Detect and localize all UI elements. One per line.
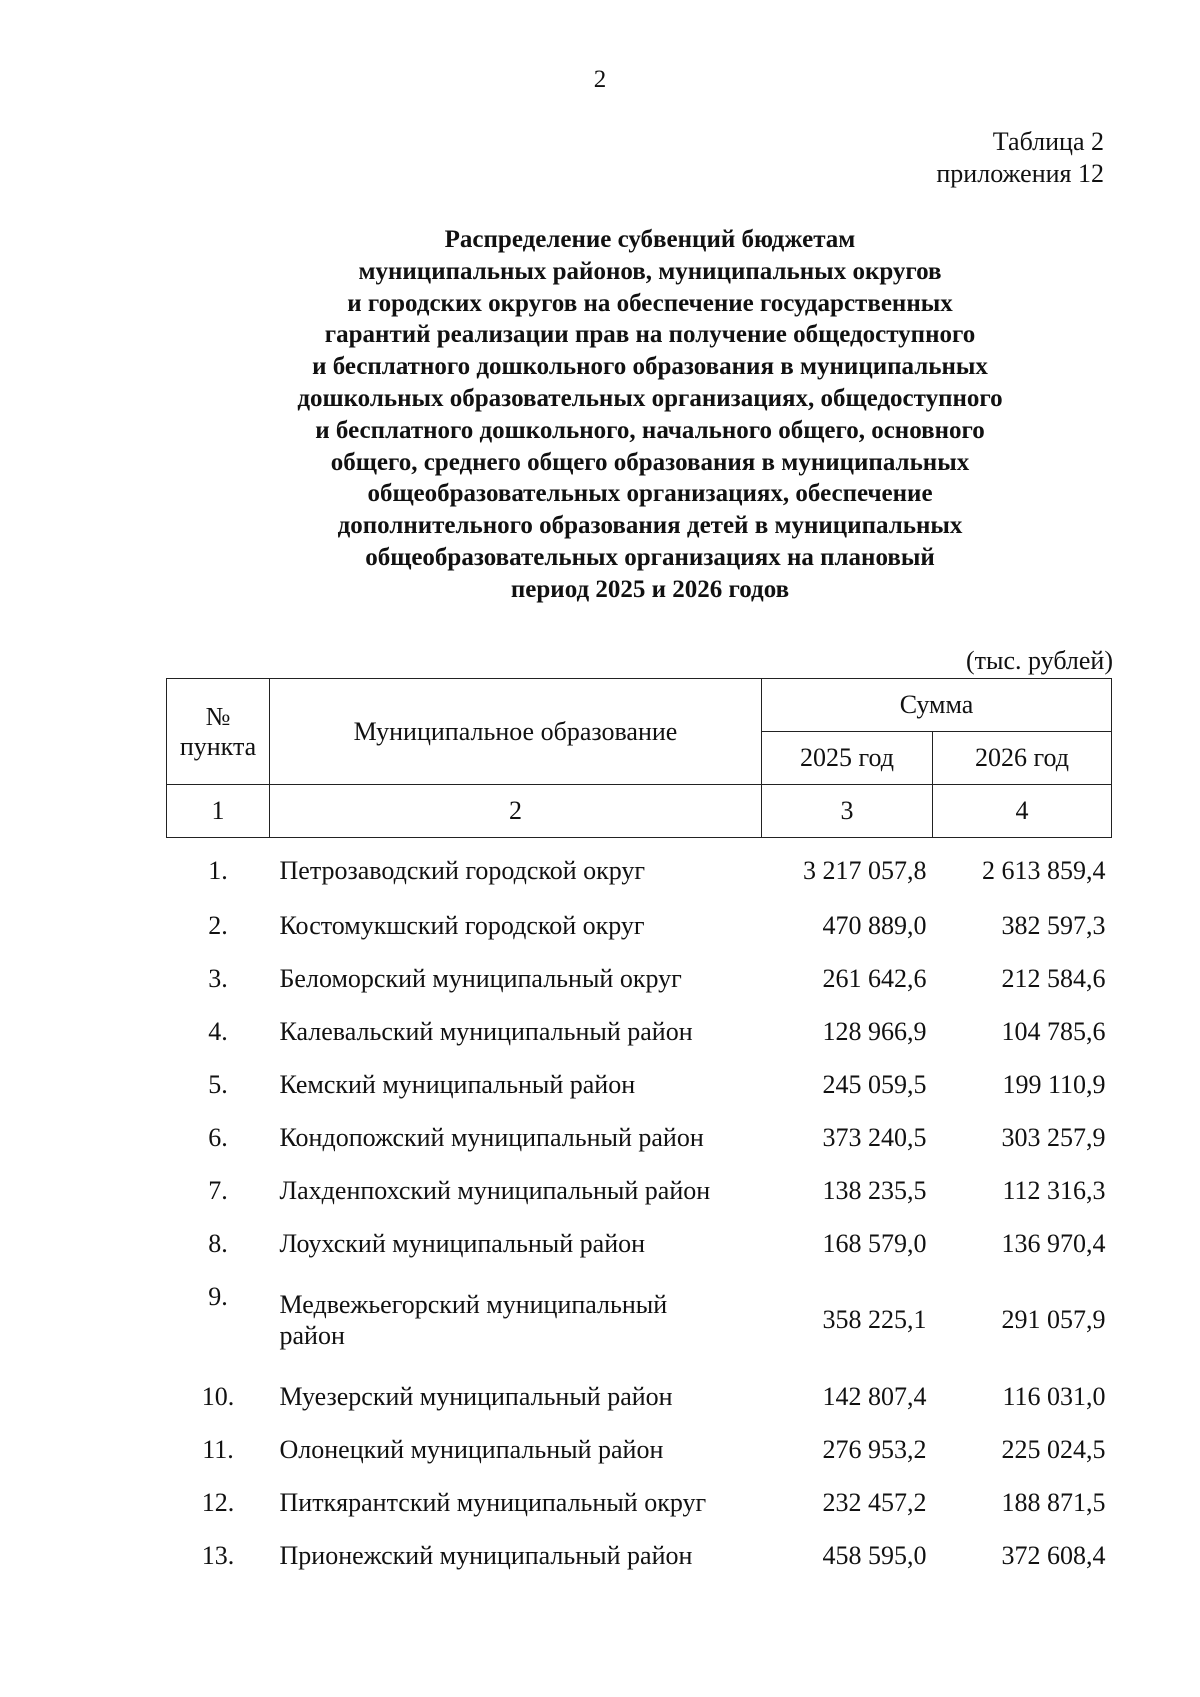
row-number: 10. <box>201 1381 235 1411</box>
row-value-2025: 3 217 057,8 <box>803 855 927 885</box>
row-value-2025: 458 595,0 <box>822 1540 927 1570</box>
table-header <box>167 679 1112 785</box>
row-value-2025: 142 807,4 <box>822 1381 927 1411</box>
title-line: и бесплатного дошкольного, начального общего, основного <box>315 416 985 444</box>
table-row <box>167 1270 1112 1370</box>
table-row <box>167 1476 1112 1529</box>
header-sum: Сумма <box>762 679 1112 732</box>
table-row <box>167 1005 1112 1058</box>
row-number: 9. <box>208 1282 228 1311</box>
table-reference <box>936 126 1104 190</box>
row-municipality: Костомукшский городской округ <box>279 911 645 940</box>
row-number: 13. <box>201 1540 235 1570</box>
row-number: 6. <box>208 1122 228 1152</box>
row-number: 11. <box>202 1434 234 1464</box>
row-municipality: Беломорский муниципальный округ <box>279 964 682 993</box>
table-row <box>167 952 1112 1005</box>
row-number: 4. <box>208 1016 228 1046</box>
row-value-2025: 245 059,5 <box>822 1069 927 1099</box>
row-value-2026: 199 110,9 <box>1002 1069 1106 1099</box>
row-number: 2. <box>208 910 228 940</box>
row-municipality: Лахденпохский муниципальный район <box>279 1176 711 1205</box>
table-row <box>167 1164 1112 1217</box>
row-municipality: Олонецкий муниципальный район <box>279 1435 664 1464</box>
row-number: 7. <box>208 1175 228 1205</box>
table-row <box>167 1217 1112 1270</box>
row-value-2025: 168 579,0 <box>822 1228 927 1258</box>
table-row <box>167 1529 1112 1582</box>
row-value-2025: 128 966,9 <box>822 1016 927 1046</box>
row-value-2025: 470 889,0 <box>822 910 927 940</box>
row-value-2025: 261 642,6 <box>822 963 927 993</box>
row-value-2025: 138 235,5 <box>822 1175 927 1205</box>
row-municipality: Петрозаводский городской округ <box>279 856 646 885</box>
row-value-2025: 232 457,2 <box>822 1487 927 1517</box>
column-number: 3 <box>762 785 933 838</box>
row-number: 8. <box>208 1228 228 1258</box>
header-year-2026: 2026 год <box>933 732 1112 785</box>
table-row <box>167 1423 1112 1476</box>
row-value-2026: 225 024,5 <box>1001 1434 1106 1464</box>
row-municipality: Питкярантский муниципальный округ <box>279 1488 707 1517</box>
row-value-2026: 382 597,3 <box>1001 910 1106 940</box>
table-row <box>167 1111 1112 1164</box>
title-line: Распределение субвенций бюджетам <box>444 226 856 253</box>
title-line: общеобразовательных организациях на плановый <box>365 543 935 571</box>
title-line: дошкольных образовательных организациях, общедоступного <box>297 384 1003 412</box>
column-number: 2 <box>270 785 762 838</box>
row-municipality: Муезерский муниципальный район <box>279 1382 673 1411</box>
column-numbers-row <box>167 785 1112 838</box>
row-value-2026: 116 031,0 <box>1002 1381 1106 1411</box>
row-value-2026: 291 057,9 <box>1001 1305 1106 1334</box>
row-number: 12. <box>201 1487 235 1517</box>
row-value-2025: 358 225,1 <box>822 1305 927 1334</box>
table-reference-line1: Таблица 2 <box>992 127 1104 156</box>
header-item-number <box>167 679 270 785</box>
title-line: общеобразовательных организациях, обеспечение <box>367 480 933 508</box>
table-row <box>167 838 1112 900</box>
table-reference-line2: приложения 12 <box>936 159 1104 188</box>
title-line: общего, среднего общего образования в муниципальных <box>330 448 970 476</box>
row-value-2026: 136 970,4 <box>1001 1228 1106 1258</box>
table-row <box>167 1058 1112 1111</box>
units-label: (тыс. рублей) <box>965 646 1113 675</box>
title-line: дополнительного образования детей в муниципальных <box>337 512 963 540</box>
row-municipality: Кондопожский муниципальный район <box>279 1123 704 1152</box>
row-value-2026: 2 613 859,4 <box>982 855 1106 885</box>
table-row <box>167 1370 1112 1423</box>
column-number: 4 <box>933 785 1112 838</box>
row-value-2026: 303 257,9 <box>1001 1122 1106 1152</box>
row-value-2025: 276 953,2 <box>822 1434 927 1464</box>
row-number: 1. <box>208 855 228 885</box>
row-value-2026: 112 316,3 <box>1002 1175 1106 1205</box>
row-value-2026: 104 785,6 <box>1001 1016 1106 1046</box>
subvention-table-container <box>166 678 1111 1582</box>
title-line: период 2025 и 2026 годов <box>510 575 790 603</box>
title-line: и городских округов на обеспечение государственных <box>347 289 953 317</box>
row-number: 3. <box>208 963 228 993</box>
subvention-table <box>166 678 1112 1582</box>
row-value-2026: 212 584,6 <box>1001 963 1106 993</box>
header-municipality: Муниципальное образование <box>270 679 762 785</box>
row-municipality-line1: Медвежьегорский муниципальный <box>279 1290 668 1319</box>
row-municipality: Лоухский муниципальный район <box>279 1229 646 1258</box>
row-value-2026: 188 871,5 <box>1001 1487 1106 1517</box>
table-body <box>167 838 1112 1583</box>
row-municipality: Кемский муниципальный район <box>279 1070 636 1099</box>
row-municipality <box>270 1270 762 1370</box>
row-value-2025: 373 240,5 <box>822 1122 927 1152</box>
row-municipality-line2: район <box>279 1321 345 1350</box>
row-municipality: Прионежский муниципальный район <box>279 1541 693 1570</box>
title-line: муниципальных районов, муниципальных округов <box>358 257 942 285</box>
table-row <box>167 899 1112 952</box>
row-value-2026: 372 608,4 <box>1001 1540 1106 1570</box>
document-title <box>200 224 1100 606</box>
header-number-sign: № <box>205 701 231 731</box>
page-number: 2 <box>593 66 607 93</box>
column-numbers-row-group <box>167 785 1112 838</box>
row-municipality: Калевальский муниципальный район <box>279 1017 693 1046</box>
column-number: 1 <box>167 785 270 838</box>
header-year-2025: 2025 год <box>762 732 933 785</box>
title-line: и бесплатного дошкольного образования в муниципальных <box>312 353 988 381</box>
title-line: гарантий реализации прав на получение общедоступного <box>324 321 976 349</box>
header-number-word: пункта <box>179 731 257 761</box>
row-number: 5. <box>208 1069 228 1099</box>
